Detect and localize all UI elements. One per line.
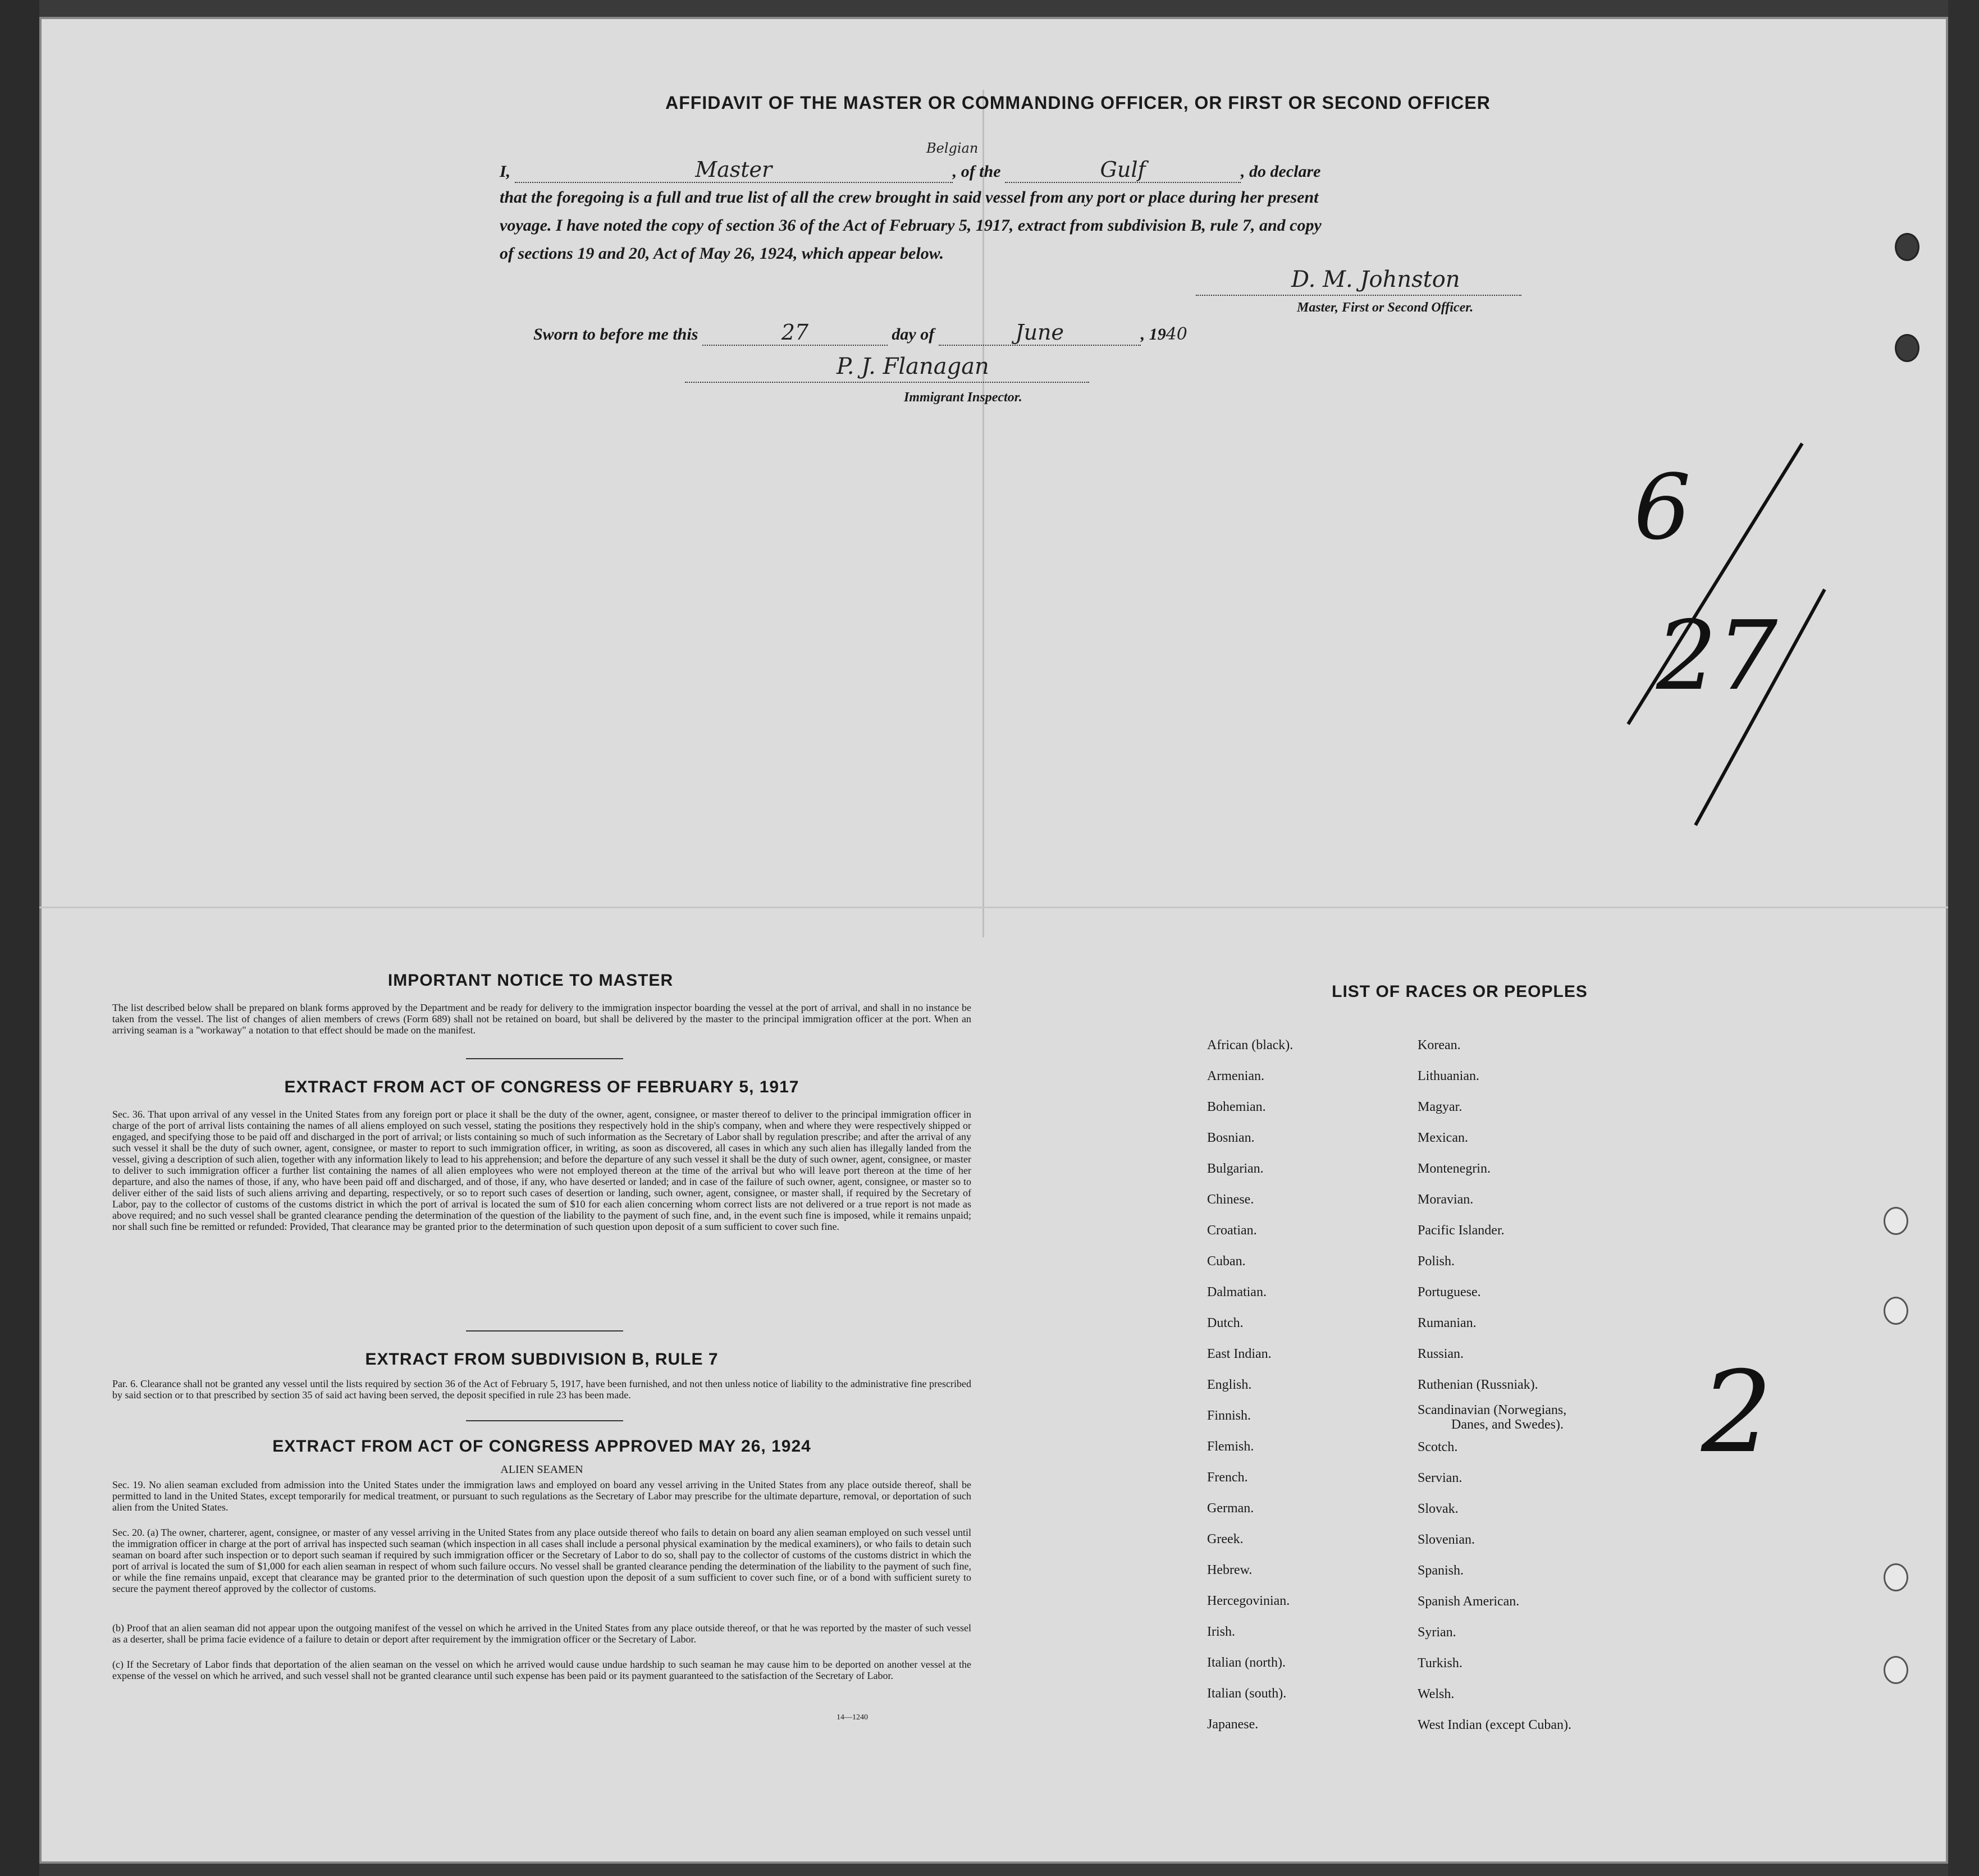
race-item: Scotch. xyxy=(1418,1440,1458,1454)
race-item: Spanish. xyxy=(1418,1563,1464,1578)
name-field xyxy=(515,157,953,183)
race-item: Lithuanian. xyxy=(1418,1069,1479,1083)
fold-crease-horizontal xyxy=(39,907,1948,908)
inspector-signature: P. J. Flanagan xyxy=(837,354,989,379)
race-item: Greek. xyxy=(1207,1532,1244,1546)
notice-body: The list described below shall be prepared on blank forms approved by the Department and be ready for delivery to the immigration inspector boarding the vessel at the port of arrival, and shall in no instance be taken from the vessel. The list of changes of alien members of crews (Form 689) shall not be retained on board, but shall be delivered by the master to the principal immigration officer at the port. When an arriving seaman is a "workaway" a notation to that effect should be made on the manifest. xyxy=(112,1002,971,1036)
vessel-prefix-handwriting: Belgian xyxy=(926,140,979,156)
race-item: Dutch. xyxy=(1207,1316,1244,1330)
extract-1924-title: EXTRACT FROM ACT OF CONGRESS APPROVED MAY 26, 1924 xyxy=(272,1437,811,1456)
race-item: Ruthenian (Russniak). xyxy=(1418,1378,1538,1392)
race-item: Spanish American. xyxy=(1418,1594,1520,1609)
races-title: LIST OF RACES OR PEOPLES xyxy=(1332,982,1588,1001)
race-item: Pacific Islander. xyxy=(1418,1223,1505,1238)
inspector-caption: Immigrant Inspector. xyxy=(904,390,1022,405)
affidavit-line-1 xyxy=(500,140,1321,183)
race-item: Polish. xyxy=(1418,1254,1455,1269)
binder-hole xyxy=(1895,233,1919,261)
race-item: Japanese. xyxy=(1207,1717,1259,1732)
race-item: English. xyxy=(1207,1378,1252,1392)
race-item: Welsh. xyxy=(1418,1687,1455,1701)
affidavit-title: AFFIDAVIT OF THE MASTER OR COMMANDING OFFICER, OR FIRST OR SECOND OFFICER xyxy=(665,93,1491,113)
binder-hole xyxy=(1884,1563,1908,1591)
race-item: Servian. xyxy=(1418,1471,1462,1485)
affidavit-line-3: voyage. I have noted the copy of section 36 of the Act of February 5, 1917, extract from subdivision B, rule 7, and copy xyxy=(500,216,1322,235)
race-item: Flemish. xyxy=(1207,1439,1254,1454)
date-mark-day: 27 xyxy=(1656,601,1778,712)
race-item: Portuguese. xyxy=(1418,1285,1481,1300)
race-item: Rumanian. xyxy=(1418,1316,1477,1330)
sec20b-body: (b) Proof that an alien seaman did not appear upon the outgoing manifest of the vessel on which he arrived in the United States from any place outside thereof, or that he was reported by the master of such vessel as a deserter, shall be prima facie evidence of a failure to detain or deport after requirement by the immigration officer or the Secretary of Labor. xyxy=(112,1622,971,1645)
page-number-mark: 2 xyxy=(1701,1347,1773,1478)
sworn-prefix: Sworn to before me this xyxy=(533,325,698,344)
sworn-year-prefix: , 19 xyxy=(1140,325,1166,344)
race-item: Hebrew. xyxy=(1207,1563,1253,1577)
race-item: Bulgarian. xyxy=(1207,1161,1264,1176)
sworn-day-field xyxy=(702,320,888,346)
race-item: Montenegrin. xyxy=(1418,1161,1491,1176)
race-item: Turkish. xyxy=(1418,1656,1462,1671)
race-item: Dalmatian. xyxy=(1207,1285,1267,1300)
race-item: West Indian (except Cuban). xyxy=(1418,1718,1571,1732)
inspector-signature-line xyxy=(685,382,1089,383)
rule7-title: EXTRACT FROM SUBDIVISION B, RULE 7 xyxy=(365,1350,719,1369)
sec20c-body: (c) If the Secretary of Labor finds that deportation of the alien seaman on the vessel on which he arrived would cause undue hardship to such seaman he may cause him to be deported on another vessel at the expense of the vessel on which he arrived, and such vessel shall not be granted clearance until such expense has been paid or its payment guaranteed to the satisfaction of the Secretary of Labor. xyxy=(112,1659,971,1681)
race-item: Korean. xyxy=(1418,1038,1461,1053)
race-item: Chinese. xyxy=(1207,1192,1254,1207)
master-signature-line xyxy=(1196,295,1521,296)
races-right-column xyxy=(1418,1030,1571,1741)
affidavit-line-2: that the foregoing is a full and true list of all the crew brought in said vessel from any port or place during her present xyxy=(500,188,1319,207)
race-item: Danes, and Swedes). xyxy=(1451,1417,1564,1432)
notice-title: IMPORTANT NOTICE TO MASTER xyxy=(387,971,674,990)
master-caption: Master, First or Second Officer. xyxy=(1297,300,1474,315)
master-signature: D. M. Johnston xyxy=(1291,267,1460,292)
binder-hole xyxy=(1884,1297,1908,1325)
affidavit-of-the: , of the xyxy=(952,162,1001,181)
race-item: Italian (north). xyxy=(1207,1655,1286,1670)
binder-hole xyxy=(1895,334,1919,362)
sworn-year-handwriting: 40 xyxy=(1166,324,1187,344)
form-number: 14—1240 xyxy=(837,1713,868,1722)
race-item: East Indian. xyxy=(1207,1347,1272,1361)
sec20a-body: Sec. 20. (a) The owner, charterer, agent, consignee, or master of any vessel arriving in the United States from any place outside thereof who fails to detain on board any alien seaman employed on such vessel until the immigration officer in charge at the port of arrival has inspected such seaman (which inspection in all cases shall include a personal physical examination by the medical examiners), or who fails to detain such seaman on board after such inspection or to deport such seaman if required by such immigration officer or the Secretary of Labor to do so, shall pay to the collector of customs of the customs district in which the port of arrival is located the sum of $1,000 for each alien seaman in respect of whom such failure occurs. No vessel shall be granted clearance pending the determination of the liability to the payment of such fine, or while the fine remains unpaid, except that clearance may be granted prior to the determination of such question upon the deposit of a sum sufficient to cover such fine, or of a bond with sufficient surety to secure the payment thereof approved by the collector of customs. xyxy=(112,1527,971,1594)
sworn-line xyxy=(533,320,1187,346)
race-item: Slovak. xyxy=(1418,1502,1459,1516)
race-item: Croatian. xyxy=(1207,1223,1257,1238)
left-dark-edge xyxy=(0,0,39,1876)
sec19-body: Sec. 19. No alien seaman excluded from admission into the United States under the immigration laws and employed on board any vessel arriving in the United States from any place outside thereof, shall be permitted to land in the United States, except temporarily for medical treatment, or pursuant to such regulations as the Secretary of Labor may prescribe for the ultimate departure, removal, or deportation of such alien from the United States. xyxy=(112,1479,971,1513)
race-item: Russian. xyxy=(1418,1347,1464,1361)
extract-1924-subtitle: ALIEN SEAMEN xyxy=(500,1463,583,1476)
race-item: Hercegovinian. xyxy=(1207,1594,1290,1608)
name-handwriting: Master xyxy=(695,157,773,182)
divider xyxy=(466,1330,623,1331)
date-mark-month: 6 xyxy=(1634,455,1691,560)
race-item: Bosnian. xyxy=(1207,1131,1255,1145)
divider xyxy=(466,1058,623,1059)
sworn-day-of: day of xyxy=(892,325,935,344)
affidavit-line-4: of sections 19 and 20, Act of May 26, 1924, which appear below. xyxy=(500,244,944,263)
binder-hole xyxy=(1884,1656,1908,1684)
race-item: Moravian. xyxy=(1418,1192,1474,1207)
race-item: German. xyxy=(1207,1501,1254,1516)
race-item: Magyar. xyxy=(1418,1100,1462,1114)
race-item: African (black). xyxy=(1207,1038,1294,1053)
divider xyxy=(466,1420,623,1421)
race-item: Syrian. xyxy=(1418,1625,1456,1640)
race-item: French. xyxy=(1207,1470,1248,1485)
race-item: Mexican. xyxy=(1418,1131,1468,1145)
sworn-month-field xyxy=(939,320,1141,346)
document-page xyxy=(39,17,1948,1864)
race-item: Irish. xyxy=(1207,1625,1235,1639)
race-item: Scandinavian (Norwegians, xyxy=(1418,1403,1567,1417)
race-item: Slovenian. xyxy=(1418,1532,1475,1547)
sworn-day-handwriting: 27 xyxy=(781,320,809,345)
affidavit-prefix: I, xyxy=(500,162,511,181)
binder-hole xyxy=(1884,1207,1908,1235)
race-item: Armenian. xyxy=(1207,1069,1264,1083)
sworn-month-handwriting: June xyxy=(1015,320,1064,345)
race-item: Italian (south). xyxy=(1207,1686,1287,1701)
races-left-column xyxy=(1207,1030,1293,1740)
affidavit-declare: , do declare xyxy=(1241,162,1321,181)
rule7-body: Par. 6. Clearance shall not be granted any vessel until the lists required by section 36 of the Act of February 5, 1917, have been furnished, and not then unless notice of liability to the administrative fine prescribed by said section or to that prescribed by section 35 of said act having been served, the deposit specified in rule 23 has been made. xyxy=(112,1378,971,1401)
race-item: Cuban. xyxy=(1207,1254,1246,1269)
vessel-handwriting: Gulf xyxy=(1100,157,1146,182)
extract-1917-title: EXTRACT FROM ACT OF CONGRESS OF FEBRUARY 5, 1917 xyxy=(284,1078,799,1096)
right-dark-edge xyxy=(1948,0,1979,1876)
race-item: Bohemian. xyxy=(1207,1100,1266,1114)
race-item: Finnish. xyxy=(1207,1408,1251,1423)
extract-1917-body: Sec. 36. That upon arrival of any vessel in the United States from any foreign port or place it shall be the duty of the owner, agent, consignee, or master thereof to deliver to the principal immigration officer in charge of the port of arrival lists containing the names of all aliens employed on such vessel, stating the positions they respectively hold in the ship's company, when and where they were respectively shipped or engaged, and specifying those to be paid off and discharged in the port of arrival; or lists containing so much of such information as the Secretary of Labor shall by regulation prescribe; and after the arrival of any such vessel it shall be the duty of such owner, agent, consignee, or master to report to such immigration officer, in writing, as soon as discovered, all cases in which any such alien has illegally landed from the vessel, giving a description of such alien, together with any information likely to lead to his apprehension; and before the departure of any such vessel it shall be the duty of such owner, agent, consignee, or master to deliver to such immigration officer a further list containing the names of all alien employees who were not employed thereon at the time of the arrival but who will leave port thereon at the time of her departure, and also the names of those, if any, who have been paid off and discharged, and of those, if any, who have deserted or landed; and in case of the failure of such owner, agent, consignee, or master so to deliver either of the said lists of such aliens arriving and departing, respectively, or so to report such cases of desertion or landing, such owner, agent, consignee, or master shall, if required by the Secretary of Labor, pay to the collector of customs of the customs district in which the port of arrival is located the sum of $10 for each alien concerning whom correct lists are not delivered or a true report is not made as above required; and no such vessel shall be granted clearance pending the determination of the question of the liability to the payment of such fine, and, in the event such fine is imposed, while it remains unpaid; nor shall such fine be remitted or refunded: Provided, That clearance may be granted prior to the determination of such question upon deposit of a sum sufficient to cover such fine. xyxy=(112,1109,971,1232)
